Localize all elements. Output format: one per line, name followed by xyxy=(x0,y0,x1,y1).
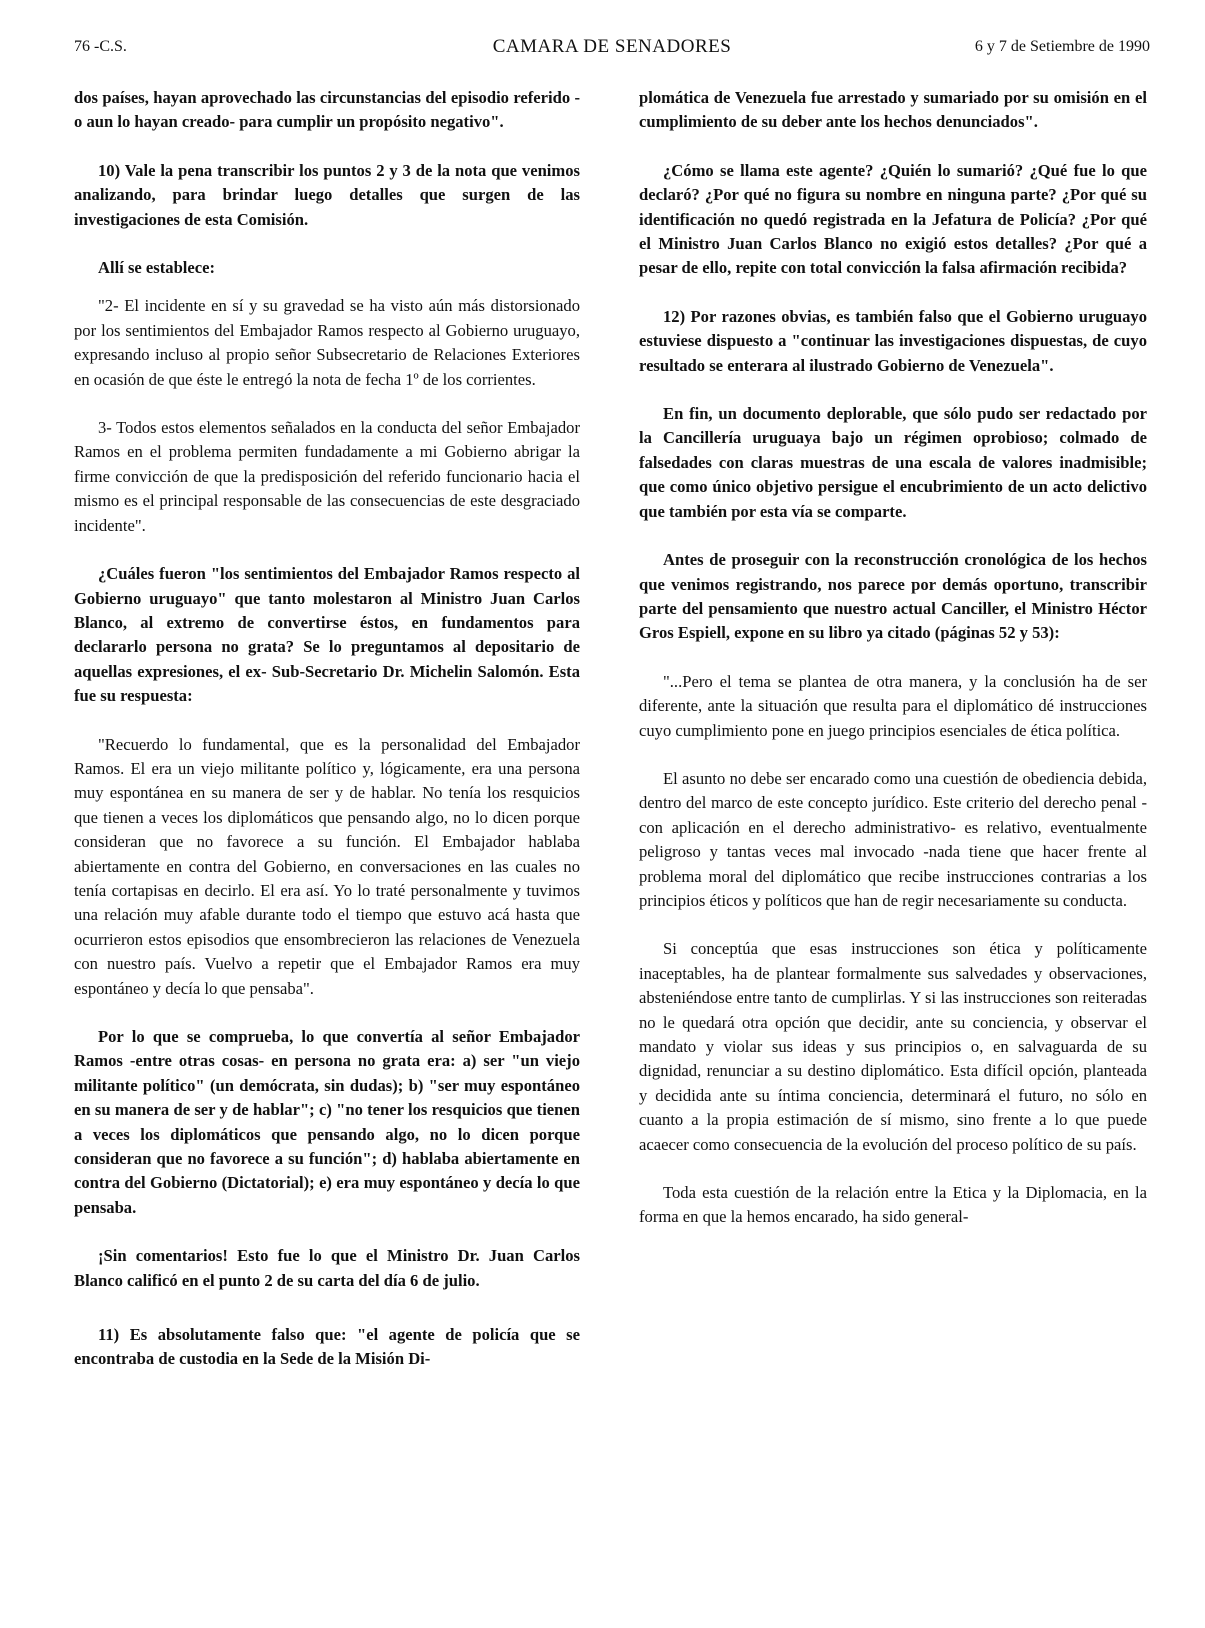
paragraph: ¡Sin comentarios! Esto fue lo que el Ministro Dr. Juan Carlos Blanco calificó en el punto 2 de su carta del día 6 de julio. xyxy=(74,1246,580,1290)
paragraph: Allí se establece: xyxy=(98,258,216,278)
page-title: CAMARA DE SENADORES xyxy=(492,36,732,57)
page-reference: 76 -C.S. xyxy=(74,38,127,55)
quoted-paragraph: "2- El incidente en sí y su gravedad se ha visto aún más distorsionado por los sentimientos del Embajador Ramos respecto al Gobierno uruguayo, expresando incluso al propio señor Subsecretario de Relaciones Exteriores en ocasión de que éste le entregó la nota de fecha 1º de los corrientes. xyxy=(74,296,580,389)
paragraph: Por lo que se comprueba, lo que convertía al señor Embajador Ramos -entre otras cosas- en persona no grata era: a) ser "un viejo militante político" (un demócrata, sin dudas); b) "ser muy espontáneo en su manera de ser y de hablar"; c) "no tener los resquicios que tienen a veces los diplomáticos que pensando algo, no lo dicen porque consideran que no favorece a su función"; d) hablaba abiertamente en contra del Gobierno (Dictatorial); e) era muy espontáneo y decía lo que pensaba. xyxy=(74,1027,580,1217)
paragraph: dos países, hayan aprovechado las circunstancias del episodio referido -o aun lo hayan creado- para cumplir un propósito negativo". xyxy=(74,88,580,132)
session-date: 6 y 7 de Setiembre de 1990 xyxy=(974,38,1150,55)
quoted-paragraph: "...Pero el tema se plantea de otra manera, y la conclusión ha de ser diferente, ante la situación que resulta para el diplomático dé instrucciones cuyo cumplimiento pone en juego principios esenciales de ética política. xyxy=(639,671,1147,740)
paragraph: plomática de Venezuela fue arrestado y sumariado por su omisión en el cumplimiento de su deber ante los hechos denunciados". xyxy=(639,88,1147,132)
paragraph: ¿Cuáles fueron "los sentimientos del Embajador Ramos respecto al Gobierno uruguayo" que tanto molestaron al Ministro Juan Carlos Blanco, al extremo de convertirse éstos, en fundamentos para declararlo persona no grata? Se lo preguntamos al depositario de aquellas expresiones, el ex- Sub-Secretario Dr. Michelin Salomón. Esta fue su respuesta: xyxy=(74,564,580,706)
quoted-paragraph: "Recuerdo lo fundamental, que es la personalidad del Embajador Ramos. El era un viejo militante político y, lógicamente, era una persona muy espontánea en su manera de ser y de hablar. No tenía los resquicios que tienen a veces los diplomáticos que pensando algo, no lo dicen porque consideran que no favorece a su función. El Embajador hablaba abiertamente en contra del Gobierno, en conversaciones en las cuales no tenía cortapisas en decirlo. El era así. Yo lo traté personalmente y tuvimos una relación muy afable durante todo el tiempo que estuvo acá hasta que ocurrieron estos episodios que ensombrecieron las relaciones de Venezuela con nuestro país. Vuelvo a repetir que el Embajador Ramos era muy espontáneo y decía lo que pensaba". xyxy=(74,734,580,998)
page-header xyxy=(74,36,1150,62)
paragraph: 10) Vale la pena transcribir los puntos 2 y 3 de la nota que venimos analizando, para brindar luego detalles que surgen de las investigaciones de esta Comisión. xyxy=(74,160,580,229)
quoted-paragraph: Toda esta cuestión de la relación entre la Etica y la Diplomacia, en la forma en que la hemos encarado, ha sido general- xyxy=(639,1183,1147,1227)
quoted-paragraph: Si conceptúa que esas instrucciones son ética y políticamente inaceptables, ha de plantear formalmente sus salvedades y observaciones, absteniéndose entre tanto de cumplirlas. Y si las instrucciones son reiteradas no le quedará otra opción que decidir, ante su conciencia, y observar el mandato y violar sus ideas y sus principios o, en salvaguarda de su dignidad, renunciar a su destino diplomático. Esta difícil opción, planteada y decidida ante su íntima conciencia, determinará el futuro, no sólo en cuanto a la propia estimación de sí mismo, sino frente a lo que puede acaecer como consecuencia de la evolución del proceso político de su país. xyxy=(639,939,1147,1154)
paragraph: Antes de proseguir con la reconstrucción cronológica de los hechos que venimos registrando, nos parece por demás oportuno, transcribir parte del pensamiento que nuestro actual Canciller, el Ministro Héctor Gros Espiell, expone en su libro ya citado (páginas 52 y 53): xyxy=(639,550,1147,643)
paragraph: 11) Es absolutamente falso que: "el agente de policía que se encontraba de custodia en la Sede de la Misión Di- xyxy=(74,1325,580,1369)
left-column xyxy=(74,86,580,1396)
paragraph: ¿Cómo se llama este agente? ¿Quién lo sumarió? ¿Qué fue lo que declaró? ¿Por qué no figura su nombre en ninguna parte? ¿Por qué su identificación no quedó registrada en la Jefatura de Policía? ¿Por qué el Ministro Juan Carlos Blanco no exigió estos detalles? ¿Por qué a pesar de ello, repite con total convicción la falsa afirmación recibida? xyxy=(639,160,1147,278)
quoted-paragraph: El asunto no debe ser encarado como una cuestión de obediencia debida, dentro del marco de este concepto jurídico. Este criterio del derecho penal -con aplicación en el derecho administrativo- es relativo, eventualmente peligroso y tantas veces mal invocado -nada tiene que hacer frente al problema moral del diplomático que recibe instrucciones contrarias a los principios éticos y políticos que han de regir necesariamente su conducta. xyxy=(639,768,1147,910)
quoted-paragraph: 3- Todos estos elementos señalados en la conducta del señor Embajador Ramos en el problema permiten fundadamente a mi Gobierno abrigar la firme convicción de que la predisposición del referido funcionario hacia el mismo es el principal responsable de las consecuencias de este desgraciado incidente". xyxy=(74,418,580,535)
right-column xyxy=(639,86,1147,1254)
paragraph: En fin, un documento deplorable, que sólo pudo ser redactado por la Cancillería uruguaya bajo un régimen oprobioso; colmado de falsedades con claras muestras de una escala de valores inadmisible; que como único objetivo persigue el encubrimiento de un acto delictivo que también por esta vía se comparte. xyxy=(639,404,1147,521)
paragraph: 12) Por razones obvias, es también falso que el Gobierno uruguayo estuviese dispuesto a "continuar las investigaciones dispuestas, de cuyo resultado se enterara al ilustrado Gobierno de Venezuela". xyxy=(639,306,1147,375)
